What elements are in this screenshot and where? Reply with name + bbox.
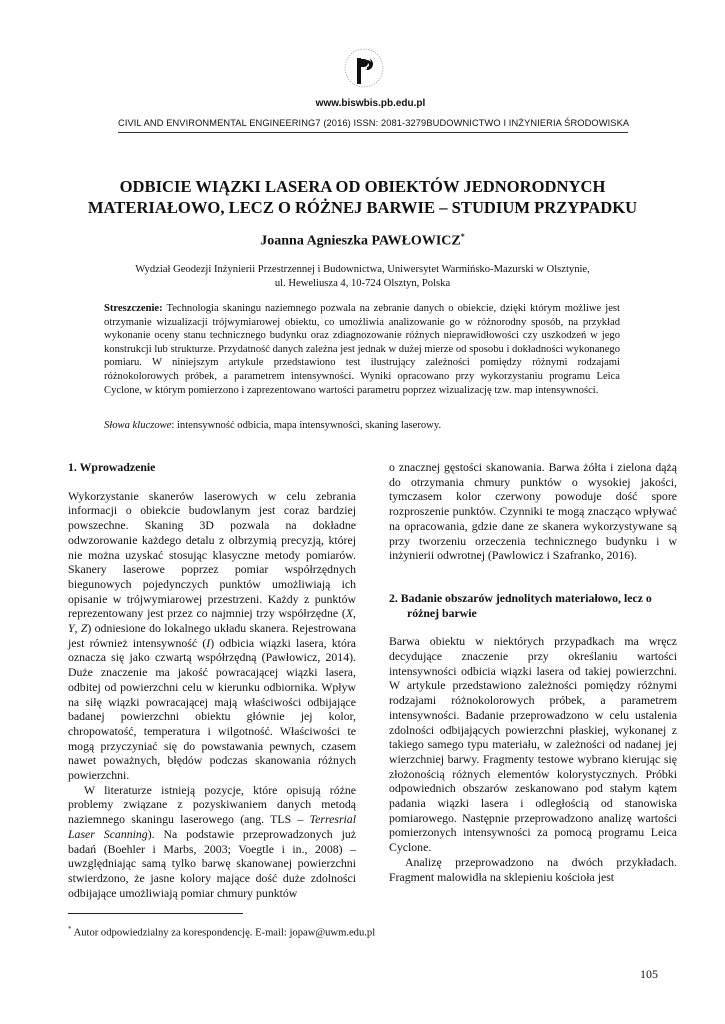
affiliation — [100, 263, 625, 290]
affiliation-line-1: Wydział Geodezji Inżynierii Przestrzennej i Budownictwa, Uniwersytet Warmińsko-Mazurski w Olsztynie, — [135, 264, 590, 275]
author-name — [0, 232, 725, 250]
footnote-divider — [68, 913, 243, 914]
affiliation-line-2: ul. Heweliusza 4, 10-724 Olsztyn, Polska — [274, 277, 451, 289]
article-title — [70, 176, 655, 218]
journal-name-en: CIVIL AND ENVIRONMENTAL ENGINEERING — [118, 118, 316, 128]
author-footnote-mark: * — [460, 232, 465, 241]
keywords — [104, 420, 620, 431]
left-column — [68, 460, 356, 900]
section-1-paragraph-2-continued: o znacznej gęstości skanowania. Barwa żółta i zielona dążą do otrzymania chmury punktów o wysokiej jakości, tymczasem kolor czerwony powoduje dość spore rozproszenie punktów. Czynniki te mogą znacząco wpływać na opracowania, gdzie dane ze skanera wykorzystywane są przy tworzeniu orzeczenia technicznego budynku i w inżynierii odwrotnej (Pawlowicz i Szafranko, 2016). — [389, 460, 677, 563]
journal-name-pl: BUDOWNICTWO I INŻYNIERIA ŚRODOWISKA — [426, 118, 630, 128]
journal-website: www.biswbis.pb.edu.pl — [315, 98, 426, 109]
section-1-paragraph-1: Wykorzystanie skanerów laserowych w celu zebrania informacji o obiekcie budowlanym jest coraz bardziej powszechne. Skaning 3D pozwala na dokładne odwzorowanie każdego detalu z olbrzymią precyzją, której nie można uzyskać stosując klasyczne metody pomiarów. Skanery laserowe poprzez pomiar współrzędnych biegunowych pojedynczych punktów umożliwiają ich opisanie w trójwymiarowej przestrzeni. Każdy z punktów reprezentowany jest przez co najmniej trzy współrzędne (X, Y, Z) odniesione do lokalnego układu skanera. Rejestrowana jest również intensywność (I) odbicia wiązki lasera, która oznacza się jako czwartą współrzędną (Pawłowicz, 2014). Duże znaczenie ma jakość powracającej wiązki lasera, odbitej od powierzchni celu w kierunku odbiornika. Wpływ na siłę wiązki powracającej mają właściwości odbijające badanej powierzchni obiektu głównie jej kolor, chropowatość, temperatura i wilgotność. Właściwości te mogą przyczyniać się do powstawania pewnych, czasem nawet poważnych, błędów podczas skanowania różnych powierzchni. — [68, 488, 357, 783]
journal-issue: 7 (2016) ISSN: 2081-3279 — [315, 118, 427, 128]
section-2-heading: 2. Badanie obszarów jednolitych materiałowo, lecz o różnej barwie — [389, 590, 652, 620]
footnote-mark: * — [68, 925, 72, 933]
title-line-2: MATERIAŁOWO, LECZ O RÓŻNEJ BARWIE – STUDIUM PRZYPADKU — [87, 198, 638, 217]
page-number: 105 — [640, 967, 658, 981]
right-column — [389, 460, 677, 884]
keywords-label: Słowa kluczowe — [104, 420, 172, 431]
author-text: Joanna Agnieszka PAWŁOWICZ — [260, 233, 461, 249]
keywords-text: : intensywność odbicia, mapa intensywności, skaning laserowy. — [171, 420, 442, 431]
footnote-text: Autor odpowiedzialny za korespondencję. E-mail: jopaw@uwm.edu.pl — [71, 927, 376, 939]
journal-header — [118, 118, 628, 128]
header-divider — [118, 132, 628, 133]
footnote — [68, 925, 375, 939]
section-1-heading: 1. Wprowadzenie — [68, 460, 156, 474]
section-2-paragraph-1: Barwa obiektu w niektórych przypadkach ma wręcz decydujące znaczenie przy określaniu wartości intensywności odbicia wiązki lasera od takiej powierzchni. W artykule przedstawiono zależności pomiędzy różnymi rodzajami różnokolorowych próbek, a parametrem intensywności. Badanie przeprowadzono w celu ustalenia zdolności odbijających powierzchni płaskiej, wykonanej z takiego samego typu materiału, w zależności od nadanej jej wierzchniej barwy. Fragmenty testowe wybrano kierując się złożonością różnych elementów kolorystycznych. Próbki odpowiednich obszarów zeskanowano pod stałym kątem padania wiązki lasera i odległością od stanowiska pomiarowego. Następnie przeprowadzono analizę wartości pomierzonych intensywności za pomocą programu Leica Cyclone. — [389, 634, 677, 855]
university-logo-icon — [336, 42, 392, 98]
abstract-label: Streszczenie: — [104, 303, 163, 314]
title-line-1: ODBICIE WIĄZKI LASERA OD OBIEKTÓW JEDNORODNYCH — [119, 177, 606, 196]
section-1-paragraph-2: W literaturze istnieją pozycje, które opisują różne problemy związane z pozyskiwaniem danych metodą naziemnego skaningu laserowego (ang. TLS – Terresrial Laser Scanning). Na podstawie przeprowadzonych już badań (Boehler i Marbs, 2003; Voegtle i in., 2008) – uwzględniając samą tylko barwę skanowanej powierzchni stwierdzono, że jasne kolory mające dość duże zdolności odbijające umożliwiają pomiar chmury punktów — [68, 782, 356, 900]
section-2-paragraph-2: Analizę przeprowadzono na dwóch przykładach. Fragment malowidła na sklepieniu kościoła jest — [389, 854, 677, 884]
abstract-text: Technologia skaningu naziemnego pozwala na zebranie danych o obiekcie, dzięki którym możliwe jest otrzymanie wizualizacji trójwymiarowej obiektu, co umożliwia analizowanie go w różnorodny sposób, na przykład wykonanie oceny stanu technicznego budynku oraz zdiagnozowanie różnych nieprawidłowości czy uszkodzeń w jego konstrukcji lub strukturze. Przydatność danych zależna jest jednak w dużej mierze od sposobu i dokładności wykonanego pomiaru. W niniejszym artykule przedstawiono test ilustrujący zależności pomiędzy różnymi rodzajami różnokolorowych próbek, a parametrem intensywności. Wyniki opracowano przy wykorzystaniu programu Leica Cyclone, w którym pomierzono i zaprezentowano wartości parametru poprzez wizualizację tzw. map intensywności. — [104, 303, 621, 396]
abstract — [104, 302, 620, 397]
